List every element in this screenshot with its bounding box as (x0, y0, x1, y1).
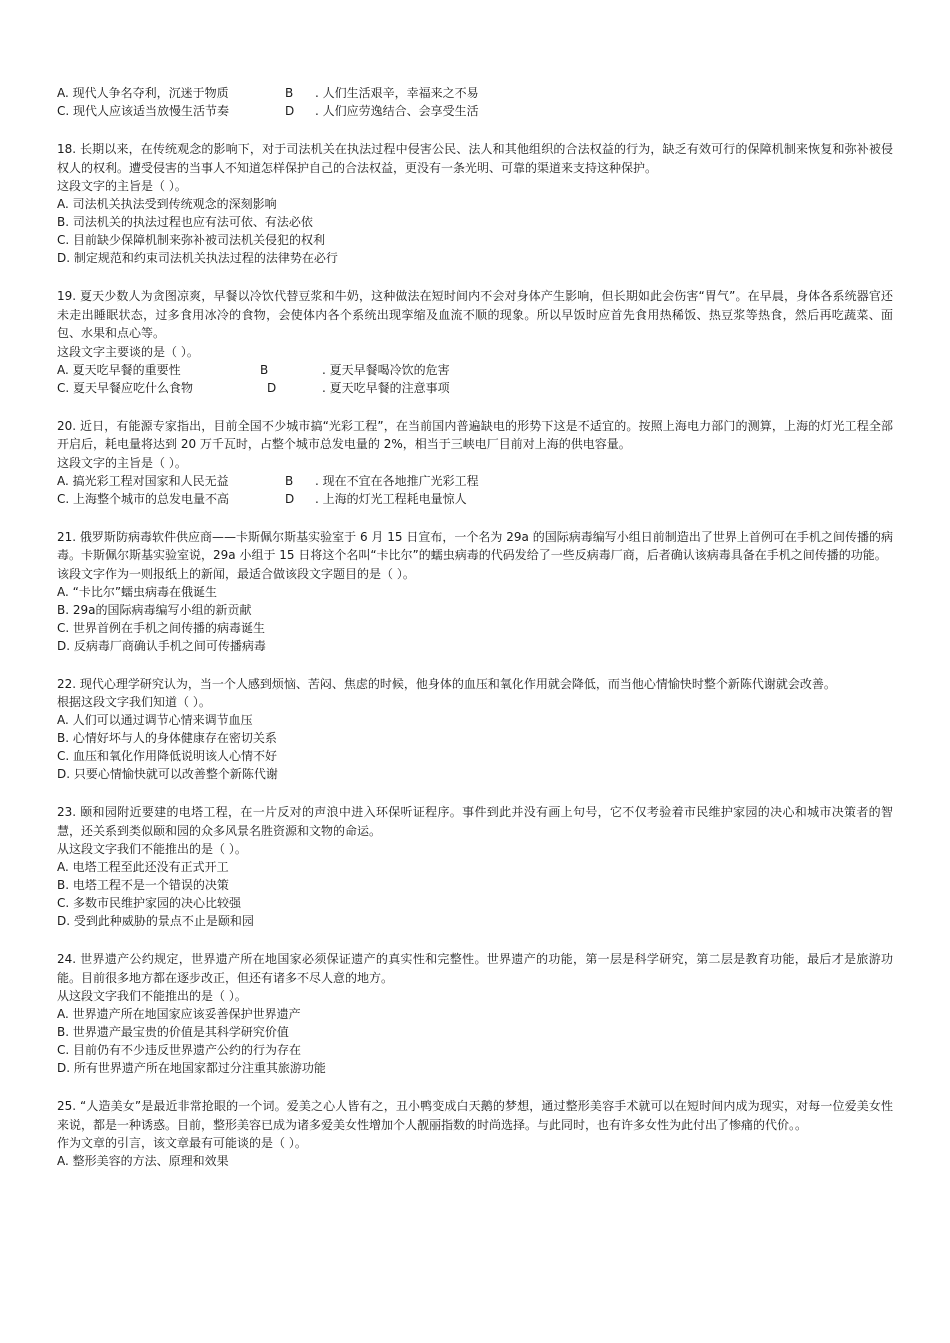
option-a: A. 整形美容的方法、原理和效果 (57, 1154, 229, 1168)
option-c: C. 现代人应该适当放慢生活节奏 (57, 104, 230, 118)
question-stem: 19. 夏天少数人为贪图凉爽，早餐以冷饮代替豆浆和牛奶，这种做法在短时间内不会对身体产生影响，但长期如此会伤害“胃气”。在早晨，身体各系统器官还未走出睡眠状态，过多食用冰冷的食物，会使体内各个系统出现挛缩及血流不顺的现象。所以早饭时应首先食用热稀饭、热豆浆等热食，然后再吃蔬菜、面包、水果和点心等。 (57, 289, 893, 340)
option-b: . 现在不宜在各地推广光彩工程 (315, 473, 479, 488)
option-row (57, 102, 893, 120)
option-d: . 人们应劳逸结合、会享受生活 (315, 104, 479, 118)
question-19 (57, 287, 893, 397)
option-d: . 上海的灯光工程耗电量惊人 (315, 491, 467, 506)
option-b: . 人们生活艰辛，幸福来之不易 (315, 86, 479, 100)
option-b: B. 司法机关的执法过程也应有法可依、有法必依 (57, 215, 313, 229)
question-17-options (57, 84, 893, 120)
question-prompt: 该段文字作为一则报纸上的新闻，最适合做该段文字题目的是（ ）。 (57, 566, 415, 581)
option-row (57, 361, 893, 379)
option-row (57, 84, 893, 102)
option-row (57, 490, 893, 508)
option-d: D. 所有世界遗产所在地国家都过分注重其旅游功能 (57, 1061, 326, 1075)
question-stem: 24. 世界遗产公约规定，世界遗产所在地国家必须保证遗产的真实性和完整性。世界遗产的功能，第一层是科学研究，第二层是教育功能，最后才是旅游功能。目前很多地方都在逐步改正，但还有诸多不尽人意的地方。 (57, 952, 893, 985)
option-d-letter: D (267, 380, 277, 395)
option-c: C. 目前缺少保障机制来弥补被司法机关侵犯的权利 (57, 233, 326, 247)
option-b-letter: B (260, 362, 269, 377)
option-row (57, 379, 893, 397)
option-a: A. 司法机关执法受到传统观念的深刻影响 (57, 197, 277, 211)
question-stem: 21. 俄罗斯防病毒软件供应商——卡斯佩尔斯基实验室于 6 月 15 日宣布，一个名为 29a 的国际病毒编写小组日前制造出了世界上首例可在手机之间传播的病毒。卡斯佩尔斯基实验室说，29a 小组于 15 日将这个名叫“卡比尔”的蠕虫病毒的代码发给了一些反病毒厂商，后者确认该病毒具备在手机之间传播的功能。 (57, 529, 893, 562)
option-d: D. 反病毒厂商确认手机之间可传播病毒 (57, 638, 266, 653)
option-b: B. 心情好坏与人的身体健康存在密切关系 (57, 731, 277, 745)
question-23 (57, 803, 893, 930)
question-stem: 25. “人造美女”是最近非常抢眼的一个词。爱美之心人皆有之，丑小鸭变成白天鹅的梦想，通过整形美容手术就可以在短时间内成为现实，对每一位爱美女性来说，都是一种诱惑。目前，整形美容已成为诸多爱美女性增加个人靓丽指数的时尚选择。与此同时，也有许多女性为此付出了惨痛的代价。。 (57, 1099, 893, 1132)
question-prompt: 作为文章的引言，该文章最有可能谈的是（ ）。 (57, 1136, 307, 1150)
question-prompt: 这段文字的主旨是（ ）。 (57, 455, 187, 470)
question-24 (57, 950, 893, 1077)
option-b-letter: B (285, 86, 294, 100)
exam-page (57, 84, 893, 1190)
question-20 (57, 417, 893, 508)
option-c: C. 目前仍有不少违反世界遗产公约的行为存在 (57, 1043, 302, 1057)
question-prompt: 这段文字的主旨是（ ）。 (57, 179, 187, 193)
question-stem: 22. 现代心理学研究认为，当一个人感到烦恼、苦闷、焦虑的时候，他身体的血压和氧化作用就会降低，而当他心情愉快时整个新陈代谢就会改善。 (57, 676, 836, 691)
option-b-letter: B (285, 473, 294, 488)
option-c: C. 夏天早餐应吃什么食物 (57, 380, 194, 395)
question-stem: 18. 长期以来，在传统观念的影响下，对于司法机关在执法过程中侵害公民、法人和其他组织的合法权益的行为，缺乏有效可行的保障机制来恢复和弥补被侵权人的权利。遭受侵害的当事人不知道怎样保护自己的合法权益，更没有一条光明、可靠的渠道来支持这种保护。 (57, 142, 893, 175)
option-c: C. 世界首例在手机之间传播的病毒诞生 (57, 620, 266, 635)
option-row (57, 472, 893, 490)
option-d: . 夏天吃早餐的注意事项 (322, 380, 450, 395)
option-d-letter: D (285, 491, 295, 506)
option-d: D. 只要心情愉快就可以改善整个新陈代谢 (57, 767, 278, 781)
option-a: A. 世界遗产所在地国家应该妥善保护世界遗产 (57, 1007, 301, 1021)
option-b: B. 世界遗产最宝贵的价值是其科学研究价值 (57, 1025, 289, 1039)
question-stem: 23. 颐和园附近要建的电塔工程，在一片反对的声浪中进入环保听证程序。事件到此并没有画上句号，它不仅考验着市民维护家园的决心和城市决策者的智慧，还关系到类似颐和园的众多风景名胜资源和文物的命运。 (57, 805, 893, 838)
option-b: B. 电塔工程不是一个错误的决策 (57, 878, 229, 892)
question-prompt: 从这段文字我们不能推出的是（ ）。 (57, 842, 247, 856)
option-b: . 夏天早餐喝冷饮的危害 (322, 362, 450, 377)
option-a: A. 电塔工程至此还没有正式开工 (57, 860, 229, 874)
option-c: C. 多数市民维护家园的决心比较强 (57, 896, 242, 910)
option-a: A. “卡比尔”蠕虫病毒在俄诞生 (57, 584, 218, 599)
question-stem: 20. 近日，有能源专家指出，目前全国不少城市搞“光彩工程”，在当前国内普遍缺电的形势下这是不适宜的。按照上海电力部门的测算，上海的灯光工程全部开启后，耗电量将达到 20 万千瓦时，占整个城市总发电量的 2%，相当于三峡电厂目前对上海的供电容量。 (57, 418, 893, 451)
question-prompt: 从这段文字我们不能推出的是（ ）。 (57, 989, 247, 1003)
option-a: A. 搞光彩工程对国家和人民无益 (57, 473, 229, 488)
question-prompt: 这段文字主要谈的是（ ）。 (57, 344, 199, 359)
question-22 (57, 675, 893, 784)
option-a: A. 人们可以通过调节心情来调节血压 (57, 713, 253, 727)
option-a: A. 夏天吃早餐的重要性 (57, 362, 181, 377)
question-prompt: 根据这段文字我们知道（ ）。 (57, 695, 211, 709)
option-d: D. 制定规范和约束司法机关执法过程的法律势在必行 (57, 251, 338, 265)
option-c: C. 上海整个城市的总发电量不高 (57, 491, 230, 506)
option-d-letter: D (285, 104, 295, 118)
option-c: C. 血压和氧化作用降低说明该人心情不好 (57, 749, 278, 763)
question-25 (57, 1097, 893, 1170)
question-18 (57, 140, 893, 267)
option-d: D. 受到此种威胁的景点不止是颐和园 (57, 914, 254, 928)
option-b: B. 29a的国际病毒编写小组的新贡献 (57, 602, 252, 617)
option-a: A. 现代人争名夺利，沉迷于物质 (57, 86, 229, 100)
question-21 (57, 528, 893, 655)
